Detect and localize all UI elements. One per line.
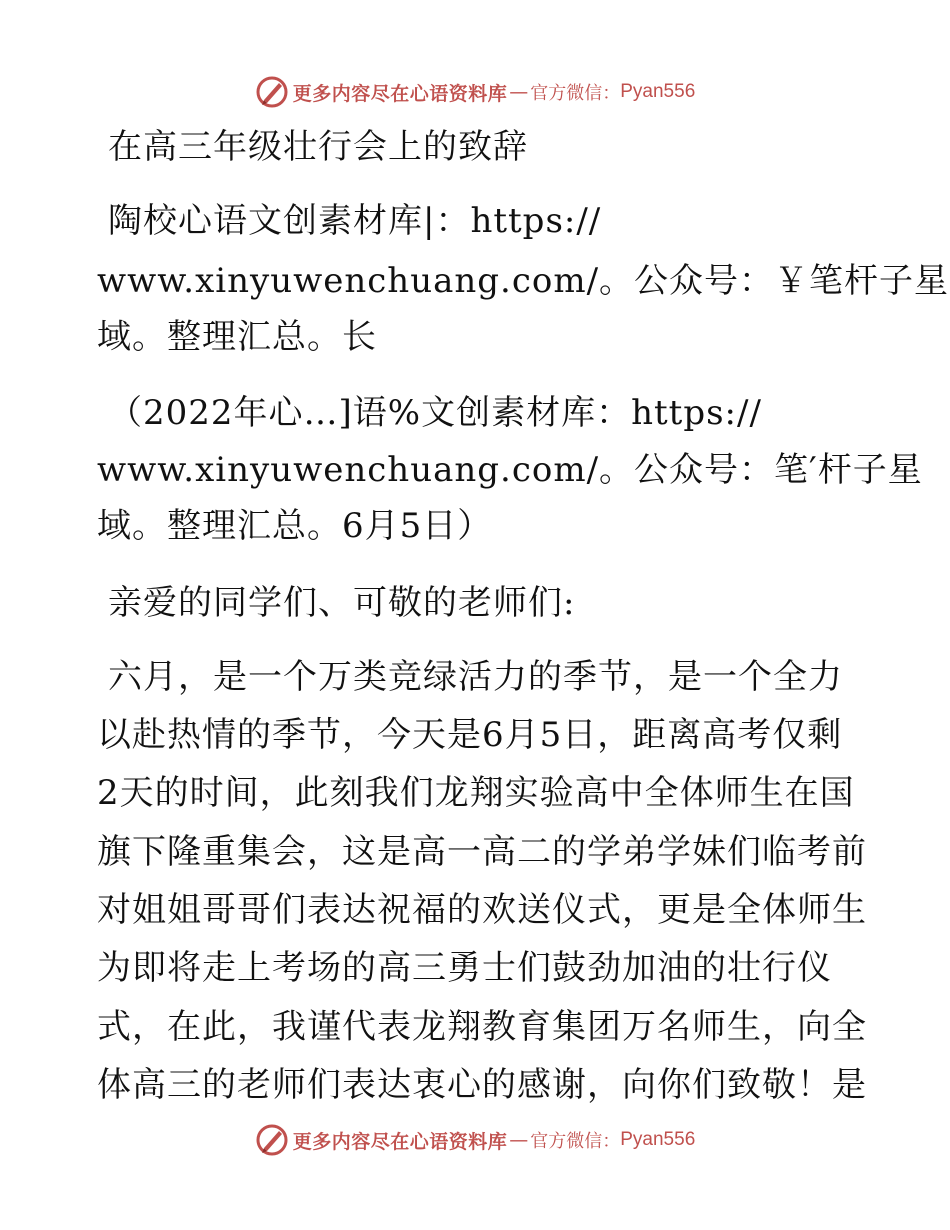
salutation: 亲爱的同学们、可敬的老师们: xyxy=(108,583,576,623)
source-text: 陶校心语文创素材库|：https:// xyxy=(108,201,602,241)
banner-wechat-label: 官方微信： xyxy=(530,1131,621,1152)
paragraph-line: 体高三的老师们表达衷心的感谢，向你们致敬！是 xyxy=(97,1065,867,1105)
banner-wechat-label: 官方微信： xyxy=(530,83,621,104)
banner-wechat-id: Pyan556 xyxy=(620,81,696,102)
paragraph-line: 2天的时间，此刻我们龙翔实验高中全体师生在国 xyxy=(97,773,855,813)
paragraph-line: 为即将走上考场的高三勇士们鼓劲加油的壮行仪 xyxy=(97,948,832,988)
source-line: 域。整理汇总。长 xyxy=(97,317,377,357)
paragraph-line: 对姐姐哥哥们表达祝福的欢送仪式，更是全体师生 xyxy=(97,890,867,930)
source-line: www.xinyuwenchuang.com/。公众号：笔′杆子星 xyxy=(97,450,923,490)
source-line: 域。整理汇总。6月5日） xyxy=(97,506,493,546)
source-line xyxy=(108,201,868,241)
document-title: 在高三年级壮行会上的致辞 xyxy=(108,127,528,167)
paragraph-line: 六月，是一个万类竞绿活力的季节，是一个全力 xyxy=(108,657,843,697)
paragraph-line: 旗下隆重集会，这是高一高二的学弟学妹们临考前 xyxy=(97,832,867,872)
banner-wechat-id: Pyan556 xyxy=(620,1129,696,1150)
banner-text: 更多内容尽在心语资料库 xyxy=(292,1130,508,1153)
banner-text: 更多内容尽在心语资料库 xyxy=(292,82,508,105)
pen-logo-icon xyxy=(255,1123,289,1157)
source-line: www.xinyuwenchuang.com/。公众号：￥笔杆子星 xyxy=(97,261,950,301)
banner-separator: — xyxy=(509,81,529,103)
pen-logo-icon xyxy=(255,75,289,109)
paragraph-line: 式，在此，我谨代表龙翔教育集团万名师生，向全 xyxy=(97,1007,867,1047)
header-banner xyxy=(0,72,950,112)
banner-separator: — xyxy=(509,1129,529,1151)
source-line: （2022年心…]语%文创素材库：https:// xyxy=(108,393,762,433)
footer-banner xyxy=(0,1120,950,1160)
paragraph-line: 以赴热情的季节，今天是6月5日，距离高考仅剩 xyxy=(97,715,843,755)
